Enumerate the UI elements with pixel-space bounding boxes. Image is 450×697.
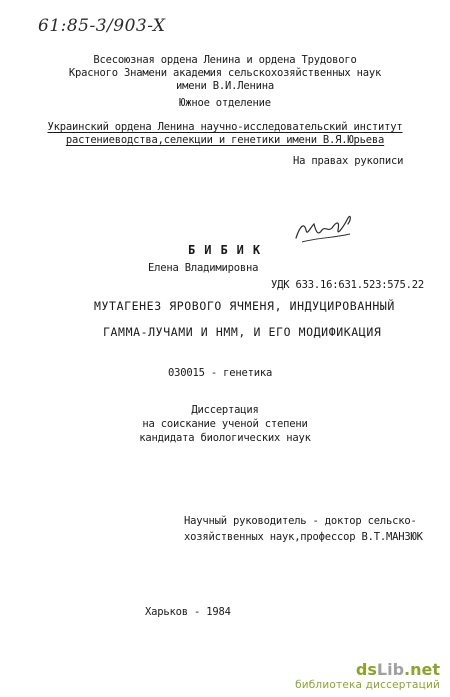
institution-line-1: Всесоюзная ордена Ленина и ордена Трудового: [93, 54, 357, 66]
place-and-year: Харьков - 1984: [145, 606, 231, 618]
udc-code: УДК 633.16:631.523:575.22: [271, 279, 425, 291]
institution-line-2: Красного Знамени академия сельскохозяйственных наук: [68, 67, 382, 79]
dissertation-line-1: Диссертация: [191, 404, 259, 416]
institute-line-1: Украинский ордена Ленина научно-исследовательский институт: [47, 121, 403, 133]
dissertation-line-2: на соискание ученой степени: [142, 418, 308, 430]
manuscript-rights: На правах рукописи: [293, 155, 404, 167]
watermark-tagline: библиотека диссертаций: [295, 679, 440, 691]
watermark-logo-ds: ds: [355, 660, 377, 679]
watermark-logo-lib: Lib: [376, 660, 405, 679]
institute-line-2: растениеводства,селекции и генетики имени В.Я.Юрьева: [65, 134, 385, 146]
dissertation-line-3: кандидата биологических наук: [139, 432, 311, 444]
branch-name: Южное отделение: [179, 97, 271, 109]
signature-image: [292, 208, 358, 248]
dissertation-title-line-1: МУТАГЕНЕЗ ЯРОВОГО ЯЧМЕНЯ, ИНДУЦИРОВАННЫЙ: [94, 299, 395, 313]
watermark-logo: [295, 660, 440, 679]
author-surname: БИБИК: [188, 243, 270, 257]
supervisor-line-1: Научный руководитель - доктор сельско-: [184, 515, 417, 527]
supervisor-line-2: хозяйственных наук,профессор В.Т.МАНЗЮК: [184, 531, 423, 543]
dissertation-title-line-2: ГАММА-ЛУЧАМИ И НММ, И ЕГО МОДИФИКАЦИЯ: [103, 325, 382, 339]
specialty-code: 030015 - генетика: [168, 367, 273, 379]
author-given-name: Елена Владимировна: [148, 262, 259, 274]
handwritten-catalog-number: 61:85-3/903-X: [38, 16, 166, 36]
institution-line-3: имени В.И.Ленина: [176, 80, 274, 92]
watermark: [295, 660, 440, 691]
watermark-logo-net: .net: [404, 660, 440, 679]
